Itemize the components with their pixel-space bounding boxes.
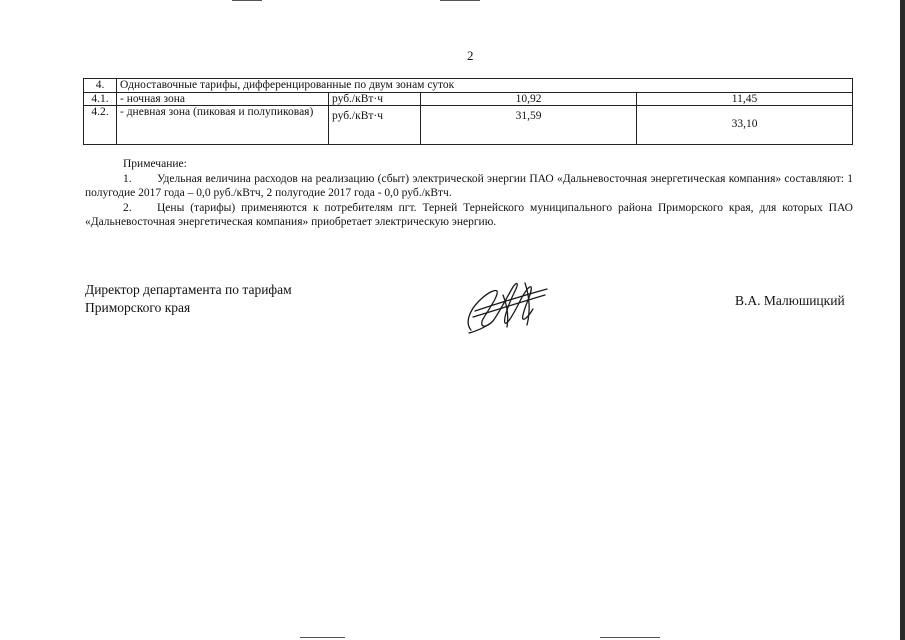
scan-artifact-top xyxy=(232,0,262,1)
row-name: - ночная зона xyxy=(117,93,329,106)
page-number: 2 xyxy=(467,48,474,63)
tariff-table xyxy=(83,78,853,145)
scan-artifact-bottom xyxy=(300,637,345,638)
row-unit: руб./кВт·ч xyxy=(329,106,421,145)
section-title: Одноставочные тарифы, дифференцированные по двум зонам суток xyxy=(117,79,853,93)
note-item-2 xyxy=(85,201,853,230)
position-line-2: Приморского края xyxy=(85,300,191,315)
row-value-2: 33,10 xyxy=(637,106,853,145)
scan-artifact-top xyxy=(440,0,480,1)
row-value-1: 31,59 xyxy=(421,106,637,145)
signatory-name: В.А. Малюшицкий xyxy=(735,293,845,308)
row-name: - дневная зона (пиковая и полупиковая) xyxy=(117,106,329,145)
note-item-1 xyxy=(85,172,853,201)
note-heading: Примечание: xyxy=(123,158,187,170)
table-row xyxy=(84,79,853,93)
note-item-text: Цены (тарифы) применяются к потребителям пгт. Терней Тернейского муниципального района Приморского края, для которых ПАО «Дальневосточная энергетическая компания» приобретает электрическую энергию. xyxy=(85,201,853,228)
row-number: 4. xyxy=(84,79,117,93)
row-unit: руб./кВт·ч xyxy=(329,93,421,106)
handwritten-signature xyxy=(463,275,553,337)
note-item-number: 1. xyxy=(123,172,132,185)
row-value-1: 10,92 xyxy=(421,93,637,106)
note-item-number: 2. xyxy=(123,201,132,214)
note-section xyxy=(85,157,853,230)
scan-artifact-bottom xyxy=(600,637,660,638)
row-number: 4.2. xyxy=(84,106,117,145)
position-line-1: Директор департамента по тарифам xyxy=(85,282,292,297)
signatory-position xyxy=(85,281,292,317)
table-row xyxy=(84,106,853,145)
row-number: 4.1. xyxy=(84,93,117,106)
note-item-text: Удельная величина расходов на реализацию (сбыт) электрической энергии ПАО «Дальневосточная энергетическая компания» составляют: 1 полугодие 2017 года – 0,0 руб./кВтч, 2 полугодие 2017 года - 0,0 руб./кВтч. xyxy=(85,172,853,199)
row-value-2: 11,45 xyxy=(637,93,853,106)
scan-edge xyxy=(900,0,905,640)
table-row xyxy=(84,93,853,106)
